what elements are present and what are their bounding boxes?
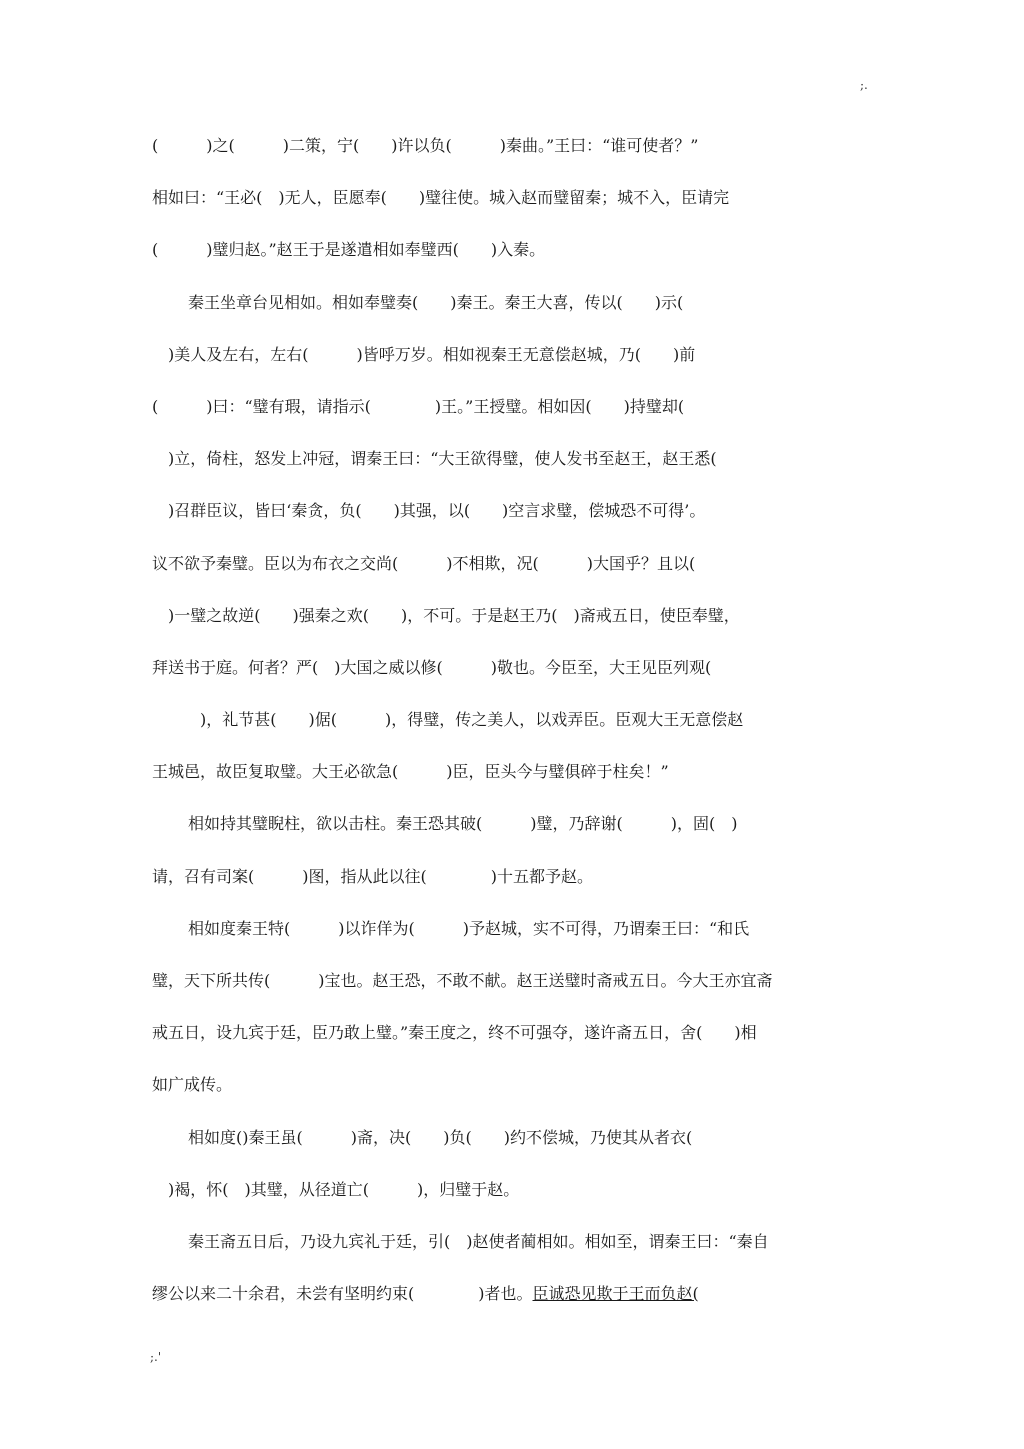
text-line: )，礼节甚( )倨( )，得璧，传之美人，以戏弄臣。臣观大王无意偿赵 <box>152 710 744 730</box>
paragraph-start-line: 相如度秦王特( )以诈佯为( )予赵城，实不可得，乃谓秦王曰：“和氏 <box>188 918 750 938</box>
text-line: 议不欲予秦璧。臣以为布衣之交尚( )不相欺，况( )大国乎？且以( <box>152 553 696 573</box>
footer-mark: ;.' <box>150 1350 162 1364</box>
text-line: )立，倚柱，怒发上冲冠，谓秦王曰：“大王欲得璧，使人发书至赵王，赵王悉( <box>152 449 717 469</box>
paragraph-start-line: 相如持其璧睨柱，欲以击柱。秦王恐其破( )璧，乃辞谢( )，固( ) <box>188 814 738 834</box>
text-line: ( )之( )二策，宁( )许以负( )秦曲。”王曰：“谁可使者？” <box>152 136 699 155</box>
text-line: 王城邑，故臣复取璧。大王必欲急( )臣，臣头今与璧俱碎于柱矣！” <box>152 762 669 782</box>
last-line-plain: 缪公以来二十余君，未尝有坚明约束( )者也。 <box>152 1284 533 1304</box>
header-mark: ;. <box>860 78 868 92</box>
text-line: 如广成传。 <box>152 1075 233 1095</box>
paragraph-start-line: 相如度()秦王虽( )斋，决( )负( )约不偿城，乃使其从者衣( <box>188 1127 693 1147</box>
paragraph-start-line: 秦王坐章台见相如。相如奉璧奏( )秦王。秦王大喜，传以( )示( <box>188 292 684 312</box>
text-line: )召群臣议，皆曰‘秦贪，负( )其强，以( )空言求璧，偿城恐不可得’。 <box>152 501 706 521</box>
text-line: )美人及左右，左右( )皆呼万岁。相如视秦王无意偿赵城，乃( )前 <box>152 344 696 364</box>
paragraph-start-line: 秦王斋五日后，乃设九宾礼于廷，引( )赵使者蔺相如。相如至，谓秦王曰：“秦自 <box>188 1231 769 1251</box>
text-line: ( )璧归赵。”赵王于是遂遣相如奉璧西( )入秦。 <box>152 240 546 260</box>
text-line: 璧，天下所共传( )宝也。赵王恐，不敢不献。赵王送璧时斋戒五日。今大王亦宜斋 <box>152 971 773 990</box>
last-line-underlined: 臣诚恐见欺于王而负赵( <box>532 1284 699 1304</box>
text-line-last <box>152 1268 874 1320</box>
text-line: 相如曰：“王必( )无人，臣愿奉( )璧往使。城入赵而璧留秦；城不入，臣请完 <box>152 188 730 208</box>
text-line: 戒五日，设九宾于廷，臣乃敢上璧。”秦王度之，终不可强夺，遂许斋五日，舍( )相 <box>152 1023 757 1043</box>
text-line: ( )曰：“璧有瑕，请指示( )王。”王授璧。相如因( )持璧却( <box>152 396 685 416</box>
text-line: 请，召有司案( )图，指从此以往( )十五都予赵。 <box>152 866 593 886</box>
text-line: )一璧之故逆( )强秦之欢( )，不可。于是赵王乃( )斋戒五日，使臣奉璧， <box>152 605 740 625</box>
document-body <box>152 120 874 1320</box>
text-line: 拜送书于庭。何者？严( )大国之威以修( )敬也。今臣至，大王见臣列观( <box>152 657 712 677</box>
text-line: )褐，怀( )其璧，从径道亡( )，归璧于赵。 <box>152 1179 520 1199</box>
